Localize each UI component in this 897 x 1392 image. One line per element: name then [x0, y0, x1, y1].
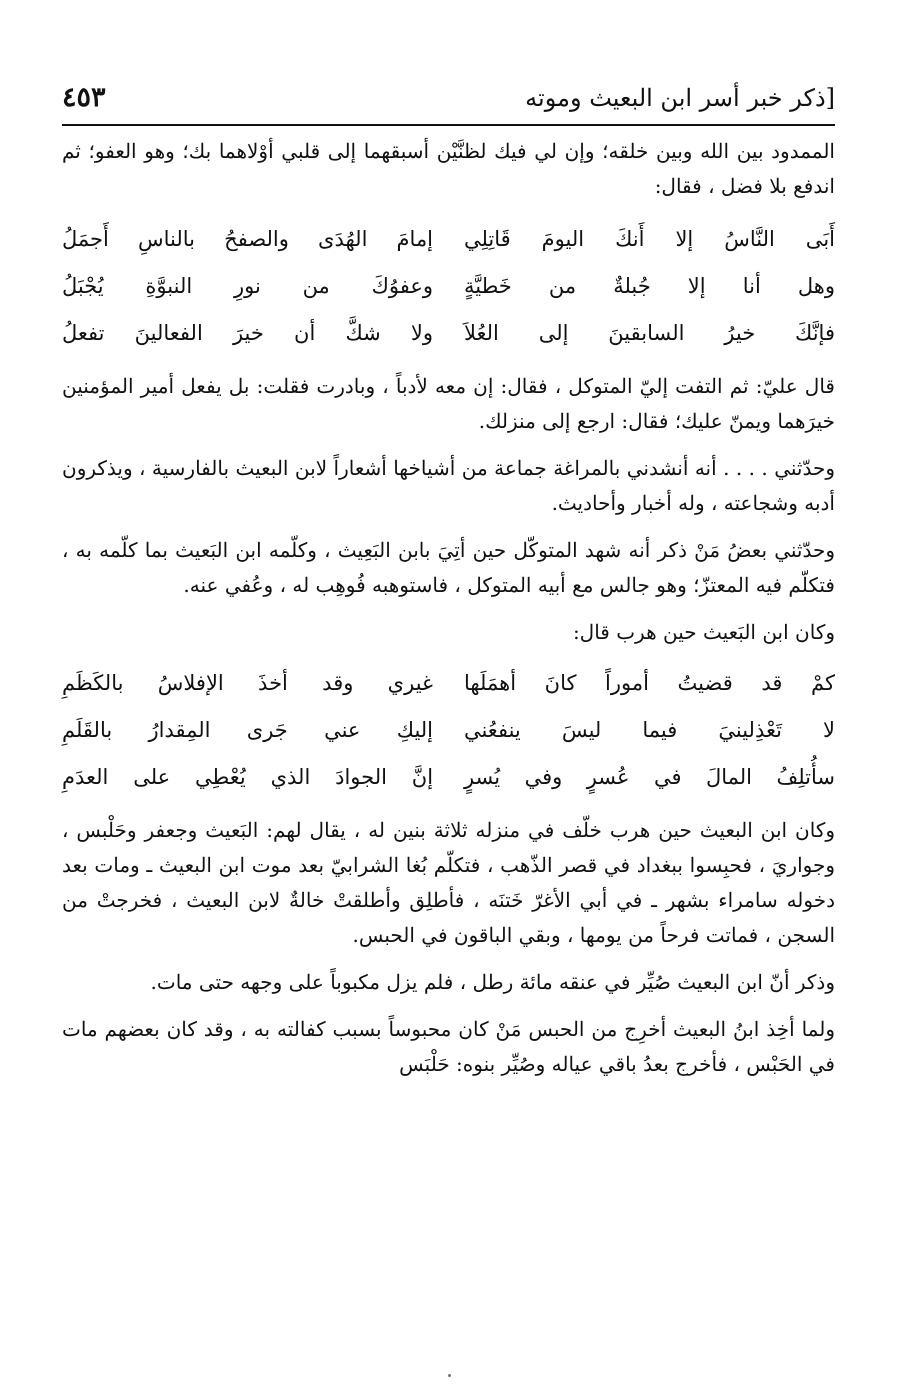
paragraph: قال عليّ: ثم التفت إليّ المتوكل ، فقال: إن معه لأدباً ، وبادرت فقلت: بل يفعل أمير المؤمنين خيرَهما ويمنّ عليك؛ فقال: ارجع إلى منزلك. — [62, 374, 835, 433]
verse-second-hemistich: إنَّ الجوادَ الذي يُعْطِي على العدَمِ — [62, 765, 434, 789]
page-number: ٤٥٣ — [62, 82, 106, 113]
verse-first-hemistich: فإنَّكَ خيرُ السابقينَ إلى العُلاَ — [463, 321, 835, 345]
paragraph: وحدّثني . . . . أنه أنشدني بالمراغة جماعة من أشياخها أشعاراً لابن البعيث بالفارسية ، ويذكرون أدبه وشجاعته ، وله أخبار وأحاديث. — [62, 456, 835, 515]
poem-verse — [62, 216, 835, 263]
page-header — [62, 72, 835, 118]
paragraph: الممدود بين الله وبين خلقه؛ وإن لي فيك لظنَّيْن أسبقهما إلى قلبي أوْلاهما بك؛ وهو العفو؛ ثم اندفع بلا فضل ، فقال: — [62, 139, 835, 198]
verse-first-hemistich: كمْ قد قضيتُ أموراً كانَ أهمَلَها — [463, 671, 835, 695]
verse-first-hemistich: وهل أنا إلا جُبلةٌ من خَطيَّةٍ — [463, 274, 835, 298]
paragraph: وذكر أنّ ابن البعيث صُيِّر في عنقه مائة رطل ، فلم يزل مكبوباً على وجهه حتى مات. — [150, 970, 835, 994]
header-rule — [62, 124, 835, 126]
poem-verse — [62, 263, 835, 310]
verse-first-hemistich: سأُتلِفُ المالَ في عُسرٍ وفي يُسرٍ — [463, 765, 835, 789]
verse-first-hemistich: لا تَعْذِلينيَ فيما ليسَ ينفعُني — [463, 718, 835, 742]
page-body — [62, 134, 835, 1094]
paragraph: وحدّثني بعضُ مَنْ ذكر أنه شهد المتوكّل حين أتِيَ بابن البَعِيث ، وكلّمه ابن البَعيث بما كلّمه به ، فتكلّم فيه المعتزّ؛ وهو جالس مع أبيه المتوكل ، فاستوهبه فُوهِب له ، وعُفي عنه. — [62, 538, 835, 597]
verse-first-hemistich: أَبَى النَّاسُ إلا أَنكَ اليومَ قَاتِلِي — [463, 227, 835, 251]
poem — [62, 660, 835, 801]
poem-verse — [62, 310, 835, 357]
verse-second-hemistich: وعفوُكَ من نورِ النبوَّةِ يُجْبَلُ — [62, 274, 434, 298]
scan-speck — [448, 1374, 451, 1377]
verse-second-hemistich: إليكِ عني جَرى المِقدارُ بالقَلَمِ — [62, 718, 434, 742]
poem — [62, 216, 835, 357]
poem-verse — [62, 707, 835, 754]
paragraph: وكان ابن البعيث حين هرب خلّف في منزله ثلاثة بنين له ، يقال لهم: البَعيث وجعفر وحَلْبس ، وجواريَ ، فحبِسوا ببغداد في قصر الذّهب ، فتكلّم بُغا الشرابيّ بعد موت ابن البعيث ـ ومات بعد دخوله سامراء بشهر ـ في أبي الأغرّ خَتنَه ، فأطلِق وأطلقتْ خالةٌ لابن البعيث ، فخرجتْ من السجن ، فماتت فرحاً من يومها ، وبقي الباقون في الحبس. — [62, 818, 835, 947]
paragraph: ولما أخِذ ابنُ البعيث أخرِج من الحبس مَنْ كان محبوساً بسبب كفالته به ، وقد كان بعضهم مات في الحَبْس ، فأخرج بعدُ باقي عياله وصُيِّر بنوه: حَلْبَس — [62, 1017, 835, 1076]
poem-verse — [62, 754, 835, 801]
verse-second-hemistich: غيري وقد أخذَ الإفلاسُ بالكَظَمِ — [62, 671, 434, 695]
poem-verse — [62, 660, 835, 707]
running-title: [ذكر خبر أسر ابن البعيث وموته — [525, 84, 835, 112]
verse-second-hemistich: ولا شكَّ أن خيرَ الفعالينَ تفعلُ — [62, 321, 434, 345]
poem-intro: وكان ابن البَعيث حين هرب قال: — [572, 620, 835, 644]
verse-second-hemistich: إمامَ الهُدَى والصفحُ بالناسِ أَجمَلُ — [62, 227, 434, 251]
